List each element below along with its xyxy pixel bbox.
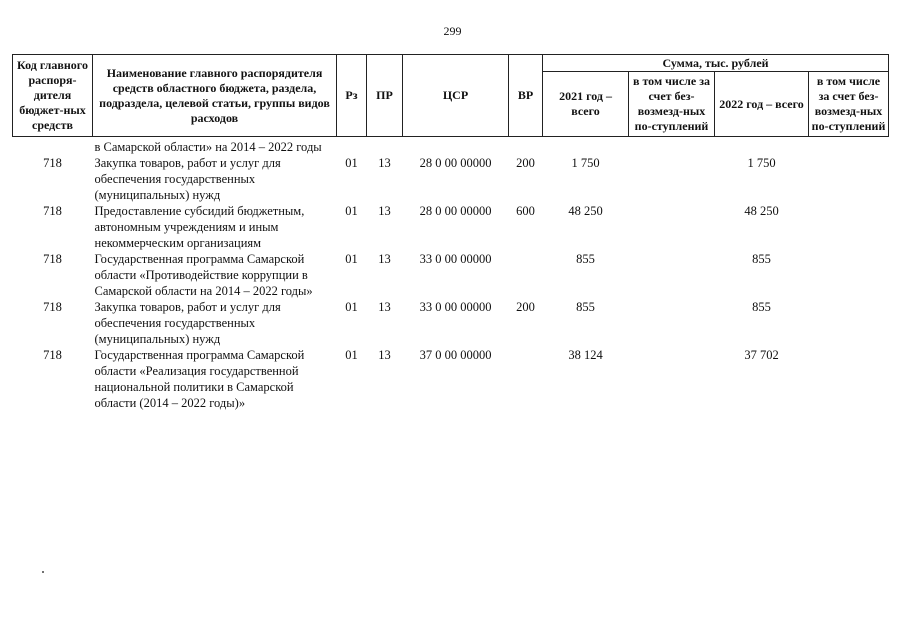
header-pr: ПР [367, 55, 403, 137]
cell-2021-free [629, 347, 715, 411]
cell-rz [337, 137, 367, 156]
cell-rz: 01 [345, 252, 358, 266]
header-2022-free: в том числе за счет без-возмезд-ных по-ступлений [809, 72, 889, 137]
header-2021-total: 2021 год – всего [543, 72, 629, 137]
table-row [13, 299, 889, 347]
cell-name: Государственная программа Самарской области «Противодействие коррупции в Самарской области на 2014 – 2022 годы» [94, 252, 313, 298]
cell-csr [403, 137, 509, 156]
table-header [13, 55, 889, 137]
cell-2021-total: 38 124 [568, 348, 603, 362]
cell-name: Государственная программа Самарской области «Реализация государственной национальной политики в Самарской области (2014 – 2022 годы)» [94, 348, 305, 410]
cell-2022-total: 1 750 [747, 156, 776, 170]
cell-code [13, 137, 93, 156]
cell-code: 718 [43, 204, 62, 218]
cell-2021-free [629, 251, 715, 299]
cell-rz: 01 [345, 204, 358, 218]
cell-2021-free [629, 203, 715, 251]
cell-csr: 33 0 00 00000 [419, 300, 492, 314]
cell-2022-free [809, 203, 889, 251]
cell-code: 718 [43, 156, 62, 170]
table-row [13, 347, 889, 411]
budget-table [12, 54, 889, 411]
cell-rz: 01 [345, 156, 358, 170]
table-row [13, 155, 889, 203]
cell-2022-total: 48 250 [744, 204, 779, 218]
cell-2022-free [809, 299, 889, 347]
cell-pr: 13 [378, 300, 391, 314]
cell-pr: 13 [378, 204, 391, 218]
cell-name: Закупка товаров, работ и услуг для обеспечения государственных (муниципальных) нужд [94, 300, 281, 346]
cell-2022-free [809, 155, 889, 203]
cell-2021-total: 855 [576, 300, 595, 314]
table-body [13, 137, 889, 412]
cell-code: 718 [43, 300, 62, 314]
cell-csr: 37 0 00 00000 [419, 348, 492, 362]
cell-2021-total [543, 137, 629, 156]
cell-pr: 13 [378, 252, 391, 266]
cell-2022-free [809, 137, 889, 156]
cell-vr [509, 347, 543, 411]
cell-2022-total [715, 137, 809, 156]
cell-name: Предоставление субсидий бюджетным, автономным учреждениям и иным некоммерческим организациям [94, 204, 305, 250]
cell-vr: 600 [516, 204, 535, 218]
cell-2021-free [629, 155, 715, 203]
cell-vr [509, 251, 543, 299]
cell-csr: 28 0 00 00000 [419, 204, 492, 218]
table-row [13, 251, 889, 299]
cell-code: 718 [43, 252, 62, 266]
header-name: Наименование главного распорядителя средств областного бюджета, раздела, подраздела, целевой статьи, группы видов расходов [93, 55, 337, 137]
cell-2021-total: 48 250 [568, 204, 603, 218]
header-csr: ЦСР [403, 55, 509, 137]
header-code: Код главного распоря-дителя бюджет-ных средств [13, 55, 93, 137]
cell-code: 718 [43, 348, 62, 362]
header-vr: ВР [509, 55, 543, 137]
header-2021-free: в том числе за счет без-возмезд-ных по-ступлений [629, 72, 715, 137]
cell-2021-total: 1 750 [571, 156, 600, 170]
cell-vr [509, 137, 543, 156]
cell-2021-free [629, 299, 715, 347]
stray-mark [42, 571, 44, 573]
table-row [13, 203, 889, 251]
cell-2022-total: 855 [752, 252, 771, 266]
cell-csr: 28 0 00 00000 [419, 156, 492, 170]
cell-rz: 01 [345, 300, 358, 314]
cell-2021-free [629, 137, 715, 156]
cell-2021-total: 855 [576, 252, 595, 266]
cell-2022-total: 37 702 [744, 348, 779, 362]
header-rz: Рз [337, 55, 367, 137]
header-sum-group: Сумма, тыс. рублей [543, 55, 889, 72]
cell-2022-total: 855 [752, 300, 771, 314]
cell-pr: 13 [378, 348, 391, 362]
cell-csr: 33 0 00 00000 [419, 252, 492, 266]
cell-rz: 01 [345, 348, 358, 362]
header-2022-total: 2022 год – всего [715, 72, 809, 137]
cell-vr: 200 [516, 156, 535, 170]
cell-2022-free [809, 347, 889, 411]
page-number: 299 [443, 24, 462, 38]
cell-name: Закупка товаров, работ и услуг для обеспечения государственных (муниципальных) нужд [94, 156, 281, 202]
table-row [13, 137, 889, 156]
cell-name: в Самарской области» на 2014 – 2022 годы [94, 140, 322, 154]
cell-vr: 200 [516, 300, 535, 314]
cell-pr: 13 [378, 156, 391, 170]
cell-pr [367, 137, 403, 156]
cell-2022-free [809, 251, 889, 299]
